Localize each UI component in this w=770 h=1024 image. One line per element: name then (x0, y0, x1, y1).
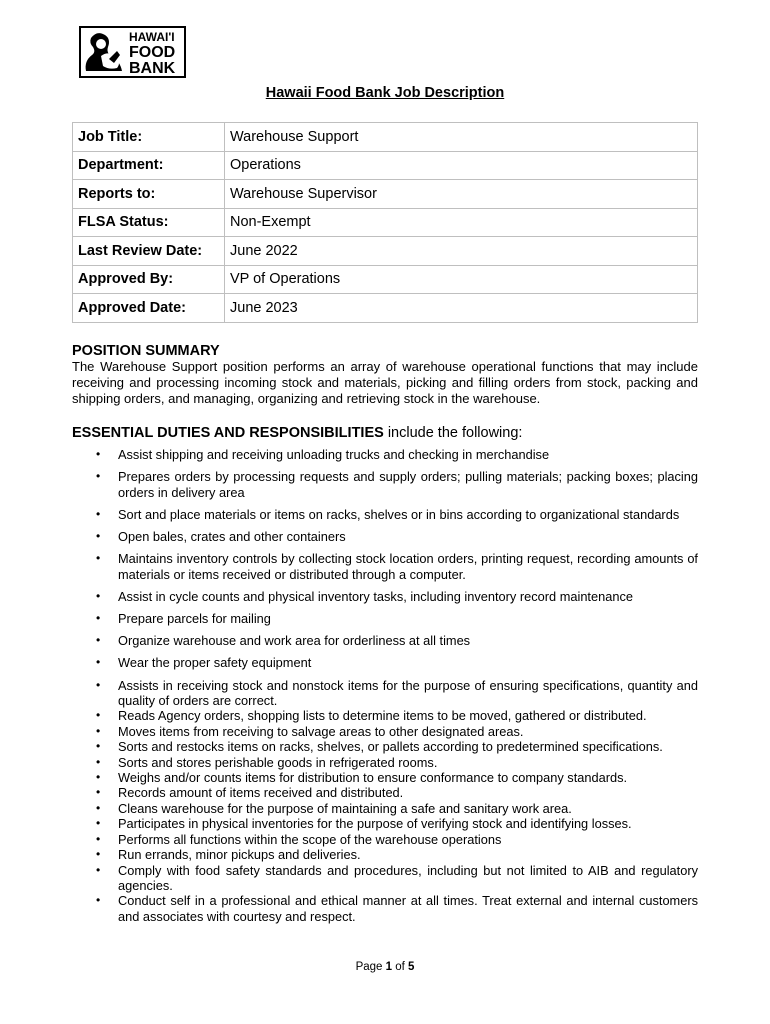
duty-item: • Conduct self in a professional and ethical manner at all times. Treat external and internal customers and associates with courtesy and respect. (72, 893, 698, 924)
duty-item: • Organize warehouse and work area for orderliness at all times (72, 633, 698, 648)
duty-item: • Maintains inventory controls by collecting stock location orders, printing request, recording amounts of materials or items received or distributed through a computer. (72, 551, 698, 582)
duty-item: • Reads Agency orders, shopping lists to determine items to be moved, gathered or distributed. (72, 708, 698, 723)
duties-heading-bold: ESSENTIAL DUTIES AND RESPONSIBILITIES (72, 425, 384, 441)
info-row (73, 208, 698, 237)
duties-heading (72, 425, 522, 441)
duty-item: • Assist shipping and receiving unloading trucks and checking in merchandise (72, 447, 698, 462)
info-row (73, 294, 698, 323)
info-label: Approved Date: (73, 294, 225, 323)
duty-item: • Records amount of items received and distributed. (72, 785, 698, 800)
info-row (73, 265, 698, 294)
info-value: June 2023 (225, 294, 698, 323)
duty-item: • Weighs and/or counts items for distribution to ensure conformance to company standards. (72, 770, 698, 785)
footer-prefix: Page (355, 961, 386, 973)
info-value: June 2022 (225, 237, 698, 266)
info-row (73, 151, 698, 180)
duty-item: • Participates in physical inventories for the purpose of verifying stock and identifying losses. (72, 816, 698, 831)
logo-text-hawaii: HAWAI'I (129, 30, 175, 44)
duty-item: • Comply with food safety standards and procedures, including but not limited to AIB and regulatory agencies. (72, 863, 698, 894)
info-label: Last Review Date: (73, 237, 225, 266)
info-value: Operations (225, 151, 698, 180)
info-value: Non-Exempt (225, 208, 698, 237)
duty-item: • Assist in cycle counts and physical inventory tasks, including inventory record maintenance (72, 589, 698, 604)
info-value: VP of Operations (225, 265, 698, 294)
info-label: Approved By: (73, 265, 225, 294)
document-title: Hawaii Food Bank Job Description (265, 85, 505, 101)
logo-text-bank: BANK (129, 60, 176, 77)
duty-item: • Sorts and stores perishable goods in refrigerated rooms. (72, 755, 698, 770)
job-info-table (72, 122, 698, 323)
info-label: Reports to: (73, 180, 225, 209)
info-row (73, 237, 698, 266)
info-label: Department: (73, 151, 225, 180)
duty-item: • Assists in receiving stock and nonstock items for the purpose of ensuring specifications, quantity and quality of orders are correct. (72, 678, 698, 709)
duty-item: • Prepare parcels for mailing (72, 611, 698, 626)
footer-current-page: 1 (385, 961, 393, 973)
info-row (73, 123, 698, 152)
duty-item: • Prepares orders by processing requests and supply orders; pulling materials; packing boxes; placing orders in delivery area (72, 469, 698, 500)
logo-text-food: FOOD (129, 44, 176, 61)
duty-item: • Sort and place materials or items on racks, shelves or in bins according to organizational standards (72, 507, 698, 522)
duty-item: • Cleans warehouse for the purpose of maintaining a safe and sanitary work area. (72, 801, 698, 816)
info-value: Warehouse Support (225, 123, 698, 152)
duty-item: • Moves items from receiving to salvage areas to other designated areas. (72, 724, 698, 739)
position-summary-text: The Warehouse Support position performs an array of warehouse operational functions that may include receiving and processing incoming stock and materials, picking and filling orders from stock, packing and shipping orders, and managing, organizing and retrieving stock in the warehouse. (72, 359, 698, 406)
duty-item: • Performs all functions within the scope of the warehouse operations (72, 832, 698, 847)
footer-of: of (392, 961, 409, 973)
duty-item: • Open bales, crates and other containers (72, 529, 698, 544)
duties-list (72, 447, 698, 924)
info-value: Warehouse Supervisor (225, 180, 698, 209)
duty-item: • Sorts and restocks items on racks, shelves, or pallets according to predetermined specifications. (72, 739, 698, 754)
duty-item: • Wear the proper safety equipment (72, 655, 698, 670)
duties-heading-rest: include the following: (383, 425, 523, 441)
info-row (73, 180, 698, 209)
page-footer (0, 961, 770, 973)
logo-figure-icon (82, 29, 128, 75)
hawaii-food-bank-logo (79, 26, 186, 78)
info-label: FLSA Status: (73, 208, 225, 237)
info-label: Job Title: (73, 123, 225, 152)
position-summary-heading: POSITION SUMMARY (72, 343, 220, 359)
duty-item: • Run errands, minor pickups and deliveries. (72, 847, 698, 862)
footer-total-pages: 5 (408, 961, 415, 973)
